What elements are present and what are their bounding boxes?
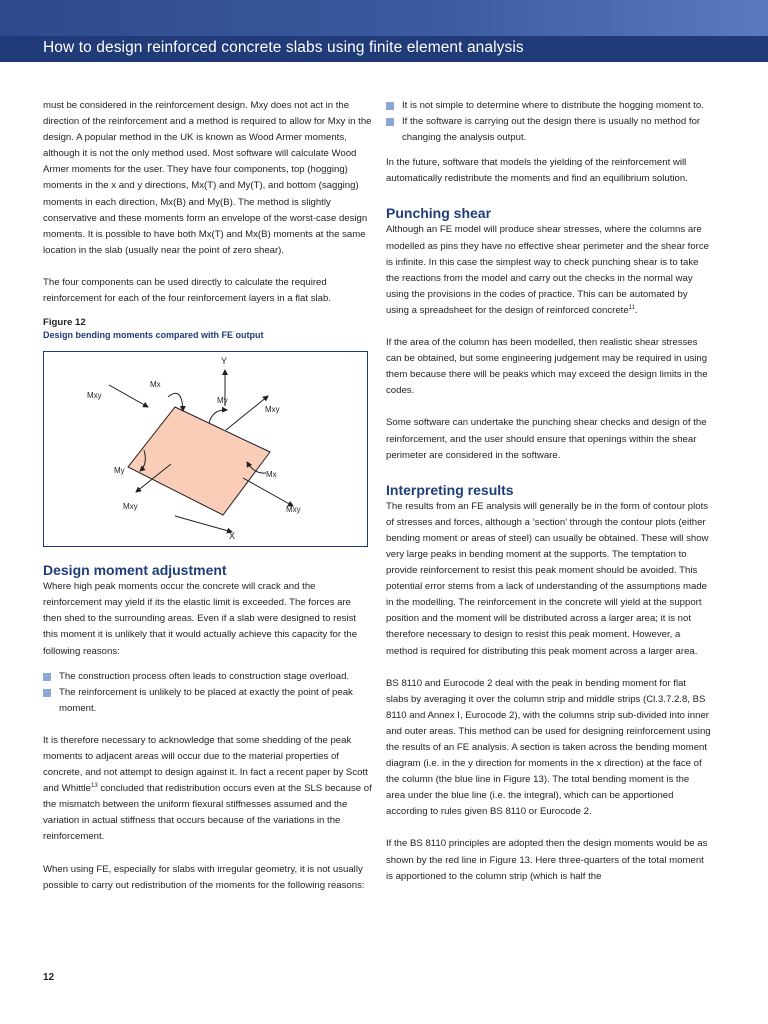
page-title: How to design reinforced concrete slabs using finite element analysis [43, 39, 524, 56]
punching-paragraph-1-end: . [634, 304, 638, 316]
mxy-bottom-left-label: Mxy [123, 502, 138, 512]
list-item: It is not simple to determine where to distribute the hogging moment to. [386, 98, 711, 114]
slab-element [128, 407, 270, 515]
list-item: The construction process often leads to construction stage overload. [43, 669, 372, 685]
x-axis-label: X [229, 531, 236, 542]
intro-paragraph: must be considered in the reinforcement design. Mxy does not act in the direction of the reinforcement and a method is required to allow for Mxy in the design. A popular method in the UK is known as Wood Armer moments, although it is not the only method used. Most software will calculate Wood Armer moments for the user. They have four components, top (hogging) moments in the x and y directions, Mx(T) and My(T), and bottom (sagging) moments in each direction, Mx(B) and My(B). The method is slightly conservative and these moments form an envelope of the worst-case design moments. It is possible to have both Mx(T) and Mx(B) moments at the same location in the slab (usually near the point of zero shear). [43, 100, 372, 256]
reference-11: 11 [628, 304, 635, 311]
mxy-top-left-arrow [109, 385, 148, 407]
mxy-top-right-arrow [226, 396, 268, 430]
y-axis-label: Y [221, 356, 228, 367]
header-band [0, 0, 768, 36]
future-paragraph: In the future, software that models the yielding of the reinforcement will automatically redistribute the moments and find an equilibrium solution. [386, 157, 688, 185]
punching-paragraph-1-text: Although an FE model will produce shear stresses, where the columns are modelled as pins they have no effective shear perimeter and the shear force is infinite. In this case the simplest way to check punching shear is to take the reactions from the model and carry out the checks in the normal way using the provisions in the codes of practice. This can be automated by using a spreadsheet for the design of reinforced concrete [386, 224, 710, 316]
punching-paragraph-2: If the area of the column has been modelled, then realistic shear stresses can be obtained, but some engineering judgement may be required in using them because there will be peaks which may exceed the design limits in the codes. [386, 337, 708, 397]
figure-caption: Design bending moments compared with FE output [43, 330, 264, 341]
my-top-label: My [217, 396, 228, 406]
adjustment-paragraph-2-text: It is therefore necessary to acknowledge that some shedding of the peak moments to adjacent areas will occur due to the material properties of concrete, and not attempt to design against it. In fact a recent paper by Scott and Whittle [43, 734, 368, 795]
interpreting-paragraph-3: If the BS 8110 principles are adopted then the design moments would be as shown by the red line in Figure 13. Here three-quarters of the total moment is apportioned to the column strip (which is half the [386, 838, 708, 882]
heading-interpreting-results: Interpreting results [386, 481, 514, 498]
right-column [386, 98, 711, 901]
mx-right-label: Mx [266, 470, 277, 480]
mxy-top-right-label: Mxy [265, 405, 280, 415]
mxy-bottom-right-label: Mxy [286, 505, 301, 515]
punching-paragraph-1 [386, 222, 711, 319]
my-top-curve [209, 410, 227, 423]
x-axis-arrow [175, 516, 232, 532]
adjustment-bullet-list [43, 669, 372, 717]
redistribution-bullet-list [386, 98, 711, 146]
heading-punching-shear: Punching shear [386, 205, 492, 222]
figure-label: Figure 12 [43, 317, 86, 329]
interpreting-paragraph-2: BS 8110 and Eurocode 2 deal with the peak in bending moment for flat slabs by averaging it over the column strip and middle strips (Cl.3.7.2.8, BS 8110 and Annex I, Eurocode 2), with the columns strip sub-divided into inner and outer areas. This method can be used for designing reinforcement using the results of an FE analysis. A section is taken across the bending moment diagram (i.e. in the y direction for moments in the x direction) at the face of the column (the blue line in Figure 13). The total bending moment is the area under the blue line (i.e. the integral), which can be apportioned according to rules given BS 8110 or Eurocode 2. [386, 677, 711, 818]
punching-paragraph-3: Some software can undertake the punching shear checks and design of the reinforcement, and the user should ensure that openings within the shear perimeter are considered in the software. [386, 417, 707, 461]
reference-13: 13 [91, 782, 98, 789]
adjustment-paragraph-3: When using FE, especially for slabs with irregular geometry, it is not usually possible to carry out redistribution of the moments for the following reasons: [43, 863, 365, 891]
adjustment-paragraph-2-end: concluded that redistribution occurs even at the SLS because of the mismatch between the uniform flexural stiffnesses assumed and the variation in actual stiffness that occurs because of the variations in the reinforcement. [43, 783, 372, 843]
components-paragraph: The four components can be used directly to calculate the required reinforcement for each of the four reinforcement layers in a flat slab. [43, 276, 331, 305]
mxy-bottom-right-arrow [243, 478, 293, 506]
my-left-label: My [114, 466, 125, 476]
title-bar [0, 36, 768, 62]
adjustment-paragraph-2 [43, 733, 372, 846]
list-item: If the software is carrying out the design there is usually no method for changing the analysis output. [386, 114, 711, 146]
adjustment-paragraph-1: Where high peak moments occur the concrete will crack and the reinforcement may yield if its the elastic limit is exceeded. The forces are then shed to the surrounding areas. Even if a slab were designed to resist this moment it is unlikely that it would actually achieve this capacity for the following reasons: [43, 581, 358, 657]
interpreting-paragraph-1: The results from an FE analysis will generally be in the form of contour plots of stresses and forces, although a ‘section’ through the contour plots (either bending moment or areas of steel) can usually be obtained. These will show very large peaks in bending moment at the supports. The temptation to provide reinforcement to resist this peak moment should be avoided. This potential error stems from a lack of understanding of the assumptions made in the modelling. The reinforcement in the concrete will yield at the support position and the moment will be distributed across a larger area; it is not therefore necessary to design to resist this peak moment. However, a method is required for distributing this peak moment across a larger area. [386, 500, 709, 657]
heading-design-moment-adjustment: Design moment adjustment [43, 562, 227, 579]
mxy-top-left-label: Mxy [87, 391, 102, 401]
list-item: The reinforcement is unlikely to be placed at exactly the point of peak moment. [43, 685, 372, 717]
moment-diagram [44, 352, 366, 545]
figure-12 [43, 351, 368, 547]
left-column [43, 98, 372, 910]
page-number: 12 [43, 972, 55, 983]
mx-top-label: Mx [150, 380, 161, 390]
